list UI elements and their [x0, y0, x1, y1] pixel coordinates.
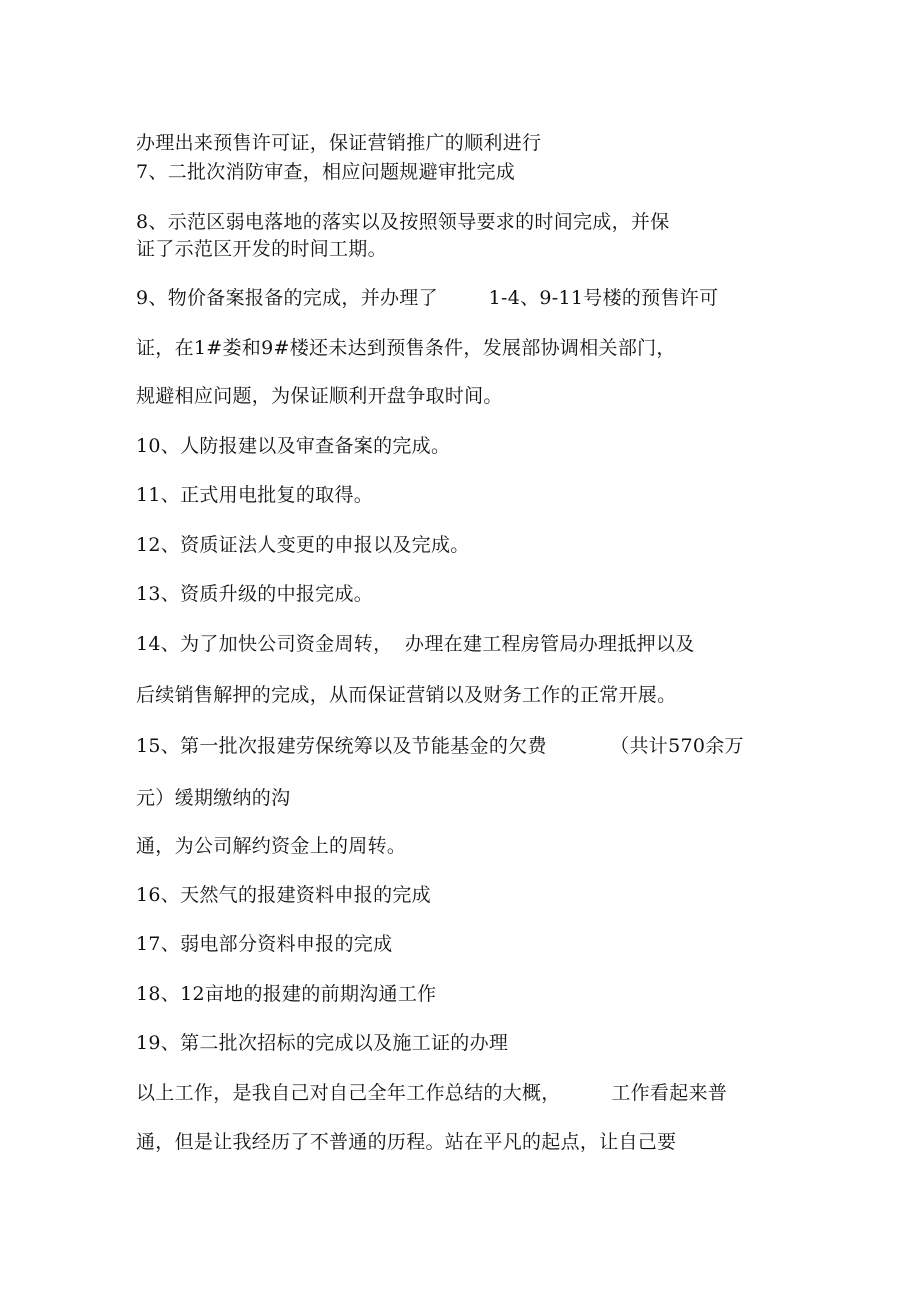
text-line: 12、资质证法人变更的申报以及完成。 — [136, 534, 470, 556]
text-line: 证，在1#娄和9#楼还未达到预售条件，发展部协调相关部门， — [136, 337, 676, 359]
text-line: 后续销售解押的完成，从而保证营销以及财务工作的正常开展。 — [136, 684, 677, 706]
text-line: 9、物价备案报备的完成，并办理了 1-4、9-11号楼的预售许可 — [136, 287, 719, 309]
text-line: 通，为公司解约资金上的周转。 — [136, 835, 407, 857]
text-line: 13、资质升级的中报完成。 — [136, 583, 374, 605]
text-line: 15、第一批次报建劳保统筹以及节能基金的欠费 （共计570余万 — [136, 735, 744, 757]
text-line: 7、二批次消防审查，相应问题规避审批完成 — [136, 161, 516, 183]
text-line: 10、人防报建以及审查备案的完成。 — [136, 435, 451, 457]
text-line: 证了示范区开发的时间工期。 — [136, 238, 387, 260]
text-line: 8、示范区弱电落地的落实以及按照领导要求的时间完成，并保 — [136, 211, 670, 233]
text-line: 14、为了加快公司资金周转， 办理在建工程房管局办理抵押以及 — [136, 633, 695, 655]
text-line: 元）缓期缴纳的沟 — [136, 787, 291, 809]
text-line: 16、天然气的报建资料申报的完成 — [136, 884, 431, 906]
text-line: 17、弱电部分资料申报的完成 — [136, 933, 393, 955]
text-line: 19、第二批次招标的完成以及施工证的办理 — [136, 1032, 509, 1054]
text-line: 11、正式用电批复的取得。 — [136, 484, 374, 506]
text-line: 规避相应问题，为保证顺利开盘争取时间。 — [136, 385, 503, 407]
text-line: 办理出来预售许可证，保证营销推广的顺利进行 — [136, 132, 542, 154]
text-line: 以上工作，是我自己对自己全年工作总结的大概， 工作看起来普 — [136, 1082, 728, 1104]
text-line: 通，但是让我经历了不普通的历程。站在平凡的起点，让自己要 — [136, 1131, 677, 1153]
text-line: 18、12亩地的报建的前期沟通工作 — [136, 983, 437, 1005]
